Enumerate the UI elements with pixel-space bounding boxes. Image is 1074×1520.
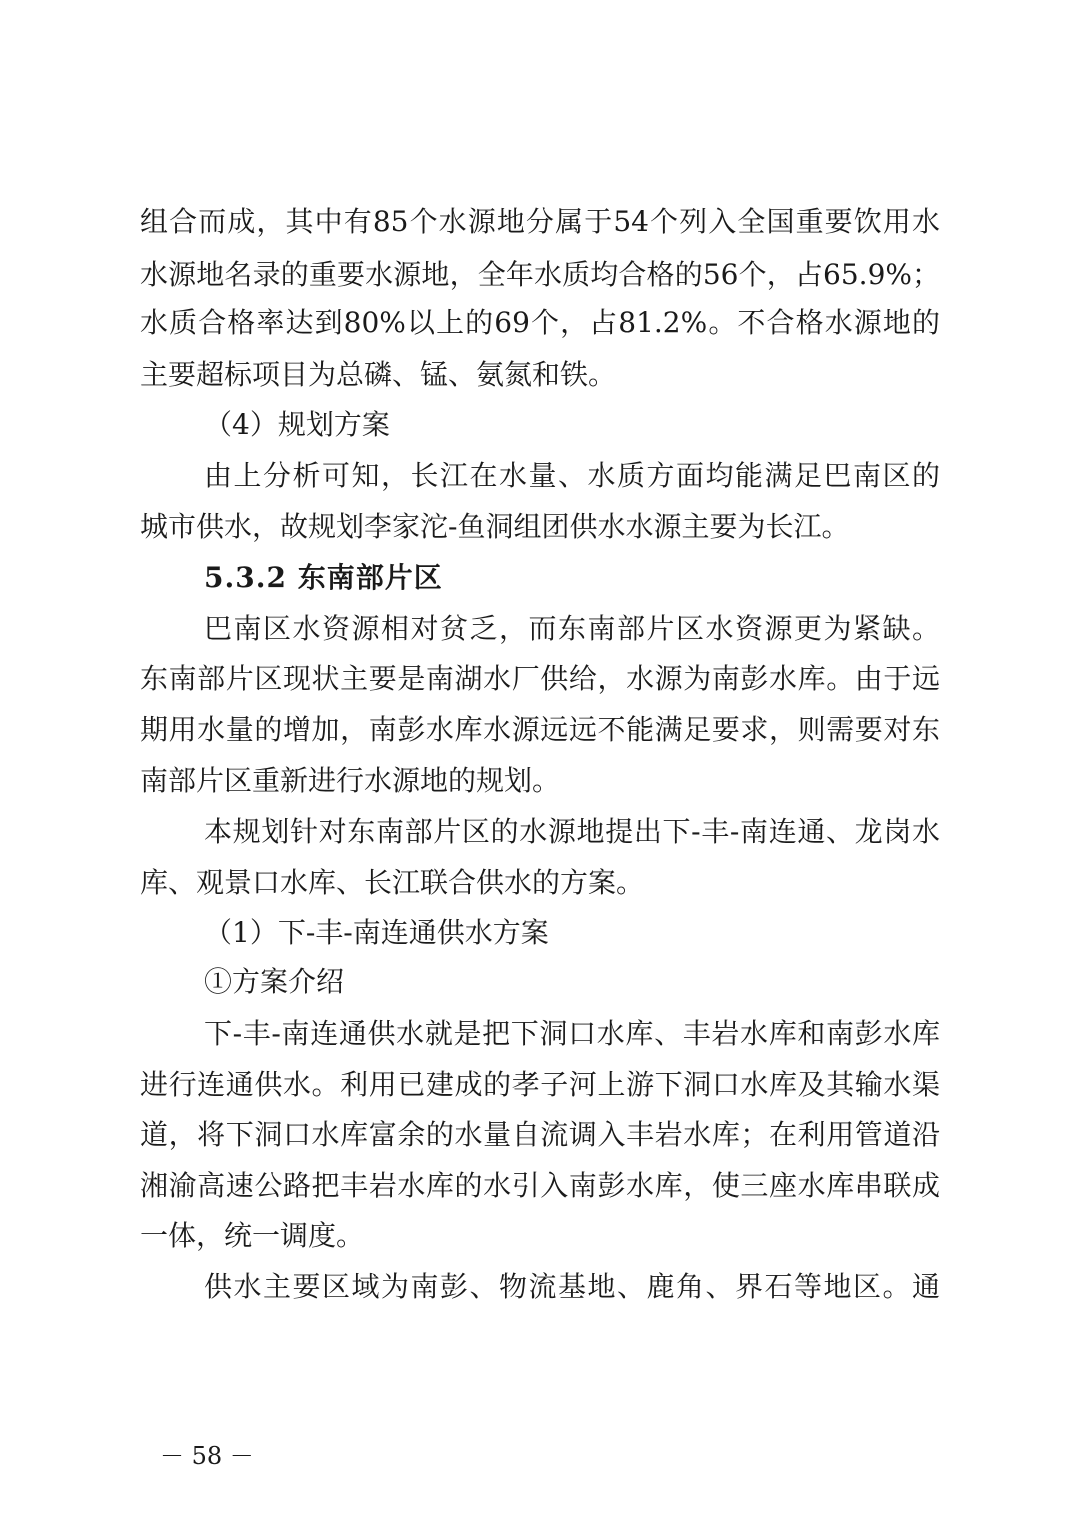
paragraph-line: 由上分析可知，长江在水量、水质方面均能满足巴南区的 [204,459,940,492]
paragraph-line: 供水主要区域为南彭、物流基地、鹿角、界石等地区。通 [204,1270,940,1303]
paragraph-line: 水质合格率达到80%以上的69个，占81.2%。不合格水源地的 [140,306,940,339]
paragraph-line: 库、观景口水库、长江联合供水的方案。 [140,866,645,899]
paragraph-line: 巴南区水资源相对贫乏，而东南部片区水资源更为紧缺。 [204,612,940,645]
paragraph-line: 道，将下洞口水库富余的水量自流调入丰岩水库；在利用管道沿 [140,1118,940,1151]
paragraph-line: 城市供水，故规划李家沱-鱼洞组团供水水源主要为长江。 [140,510,850,543]
paragraph-line: 本规划针对东南部片区的水源地提出下-丰-南连通、龙岗水 [204,815,940,848]
paragraph-line: 主要超标项目为总磷、锰、氨氮和铁。 [140,358,617,391]
paragraph-line: 南部片区重新进行水源地的规划。 [140,764,561,797]
paragraph-line: 水源地名录的重要水源地，全年水质均合格的56个，占65.9%； [140,258,940,291]
paragraph-line: 东南部片区现状主要是南湖水厂供给，水源为南彭水库。由于远 [140,662,940,695]
subsection-heading: （4）规划方案 [204,408,390,441]
paragraph-line: 组合而成，其中有85个水源地分属于54个列入全国重要饮用水 [140,205,940,238]
paragraph-line: 下-丰-南连通供水就是把下洞口水库、丰岩水库和南彭水库 [204,1017,940,1050]
paragraph-line: 一体，统一调度。 [140,1219,365,1252]
paragraph-line: 湘渝高速公路把丰岩水库的水引入南彭水库，使三座水库串联成 [140,1169,940,1202]
paragraph-line: 进行连通供水。利用已建成的孝子河上游下洞口水库及其输水渠 [140,1068,940,1101]
paragraph-line: 期用水量的增加，南彭水库水源远远不能满足要求，则需要对东 [140,713,940,746]
page-number: － 58 － [160,1442,254,1470]
subsection-heading: （1）下-丰-南连通供水方案 [204,916,549,949]
sub-item-heading: ①方案介绍 [204,965,345,998]
section-heading: 5.3.2 东南部片区 [204,561,443,594]
